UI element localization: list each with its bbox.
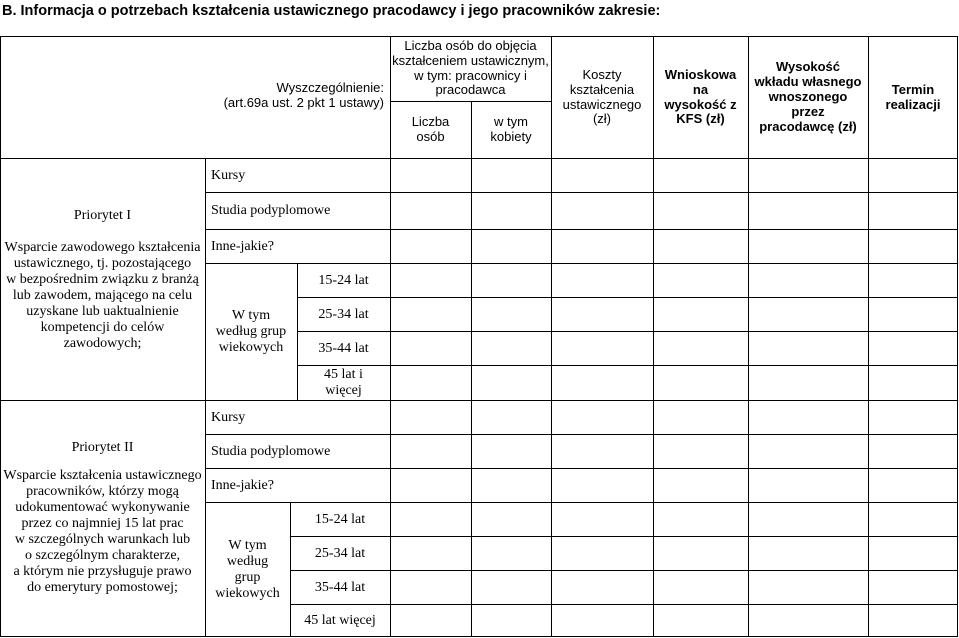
priority2-age-45-plus: 45 lat więcej <box>304 613 376 629</box>
header-people-count-line: Liczba <box>411 114 450 130</box>
header-requested-line: wysokość z <box>664 96 737 112</box>
header-people-count-line: osób <box>416 129 445 144</box>
priority2-age-25-34: 25-34 lat <box>314 545 366 561</box>
header-specification <box>200 76 390 116</box>
priority1-age-45-line: więcej <box>325 383 362 398</box>
priority2-age-group-label <box>205 503 290 637</box>
header-people-group-line: w tym: pracownicy i <box>414 67 527 83</box>
header-costs-line: (zł) <box>592 111 612 127</box>
priority1-age-25-34: 25-34 lat <box>318 306 369 322</box>
header-requested <box>653 37 748 158</box>
header-costs-line: Koszty <box>582 66 622 82</box>
priority2-description-line: pracowników, którzy mogą <box>26 484 179 500</box>
header-costs-line: ustawicznego <box>562 96 642 112</box>
priority2-description-line: o szczególnym charakterze, <box>24 547 181 563</box>
header-people-group-line: kształceniem ustawicznym, <box>392 52 549 68</box>
priority2-other: Inne-jakie? <box>211 477 274 493</box>
priority2-description-line: udokumentować wykonywanie <box>15 500 190 516</box>
priority1-description-line: uzyskane lub uaktualnienie <box>26 303 179 319</box>
header-own-contribution-line: przez <box>791 103 825 119</box>
priority2-description-line: przez co najmniej 15 lat prac <box>21 516 184 532</box>
priority2-age-35-44: 35-44 lat <box>314 579 366 595</box>
header-own-contribution <box>748 37 868 158</box>
header-deadline <box>868 37 958 158</box>
header-people-count <box>390 102 471 158</box>
priority2-title: Priorytet II <box>71 440 134 456</box>
priority1-age-45-line: 45 lat i <box>324 367 363 383</box>
priority1-courses: Kursy <box>211 167 246 183</box>
priority2-description-line: a którym nie przysługuje prawo <box>13 563 192 579</box>
priority2-courses: Kursy <box>211 409 246 425</box>
header-people-group-line: pracodawca <box>435 82 506 98</box>
header-own-contribution-line: wkładu własnego <box>754 74 862 90</box>
priority1-postgrad: Studia podyplomowe <box>211 203 331 219</box>
priority2-description <box>0 468 205 596</box>
section-heading: B. Informacja o potrzebach kształcenia ustawicznego pracodawcy i jego pracowników zakresie: <box>2 3 661 19</box>
header-people-group <box>390 37 551 100</box>
priority2-age-group-line: wiekowych <box>215 585 280 601</box>
priority1-title: Priorytet I <box>73 208 132 224</box>
priority2-description-line: Wsparcie kształcenia ustawicznego <box>3 468 202 484</box>
priority1-age-45-plus <box>297 366 390 400</box>
header-own-contribution-line: wnoszonego <box>768 89 848 105</box>
header-requested-line: na <box>692 81 709 97</box>
header-deadline-line: realizacji <box>885 96 941 112</box>
priority1-description-line: w bezpośrednim związku z branżą <box>6 272 199 288</box>
priority2-description-line: do emerytury pomostowej; <box>27 579 178 595</box>
priority2-age-15-24: 15-24 lat <box>314 511 366 527</box>
priority1-description-line: lub zawodem, mającego na celu <box>12 288 193 304</box>
priority1-age-15-24: 15-24 lat <box>318 272 369 288</box>
priority2-age-group-line: W tym <box>228 538 267 554</box>
priority1-description-line: Wsparcie zawodowego kształcenia <box>4 240 201 256</box>
header-costs-line: kształcenia <box>569 81 635 97</box>
header-requested-line: KFS (zł) <box>676 111 725 127</box>
header-specification-line: (art.69a ust. 2 pkt 1 ustawy) <box>223 95 384 110</box>
priority1-age-group-line: według grup <box>215 324 287 340</box>
header-people-group-line: Liczba osób do objęcia <box>404 37 537 53</box>
priority1-age-35-44: 35-44 lat <box>318 340 369 356</box>
header-own-contribution-line: pracodawcę (zł) <box>759 118 857 134</box>
priority1-description-line: zawodowych; <box>63 335 142 351</box>
header-women <box>471 102 551 158</box>
priority2-description-line: w szczególnych warunkach lub <box>14 532 191 547</box>
header-requested-line: Wnioskowa <box>664 66 737 82</box>
priority1-age-group-line: wiekowych <box>218 339 284 355</box>
priority2-postgrad: Studia podyplomowe <box>211 443 331 459</box>
priority1-description-line: ustawicznego, tj. pozostającego <box>13 256 192 272</box>
priority1-other: Inne-jakie? <box>211 238 274 254</box>
header-own-contribution-line: Wysokość <box>775 59 841 75</box>
priority2-age-group-line: grup <box>234 570 261 585</box>
header-deadline-line: Termin <box>891 81 935 97</box>
priority1-description-line: kompetencji do celów <box>40 319 165 335</box>
priority1-description <box>0 236 205 356</box>
header-women-line: w tym <box>494 114 528 130</box>
priority2-age-group-line: według <box>226 554 269 570</box>
priority1-age-group-label <box>205 264 297 400</box>
priority1-age-group-line: W tym <box>231 308 271 324</box>
header-costs <box>551 37 653 158</box>
header-specification-line: Wyszczególnienie: <box>276 80 384 96</box>
header-women-line: kobiety <box>490 129 532 144</box>
